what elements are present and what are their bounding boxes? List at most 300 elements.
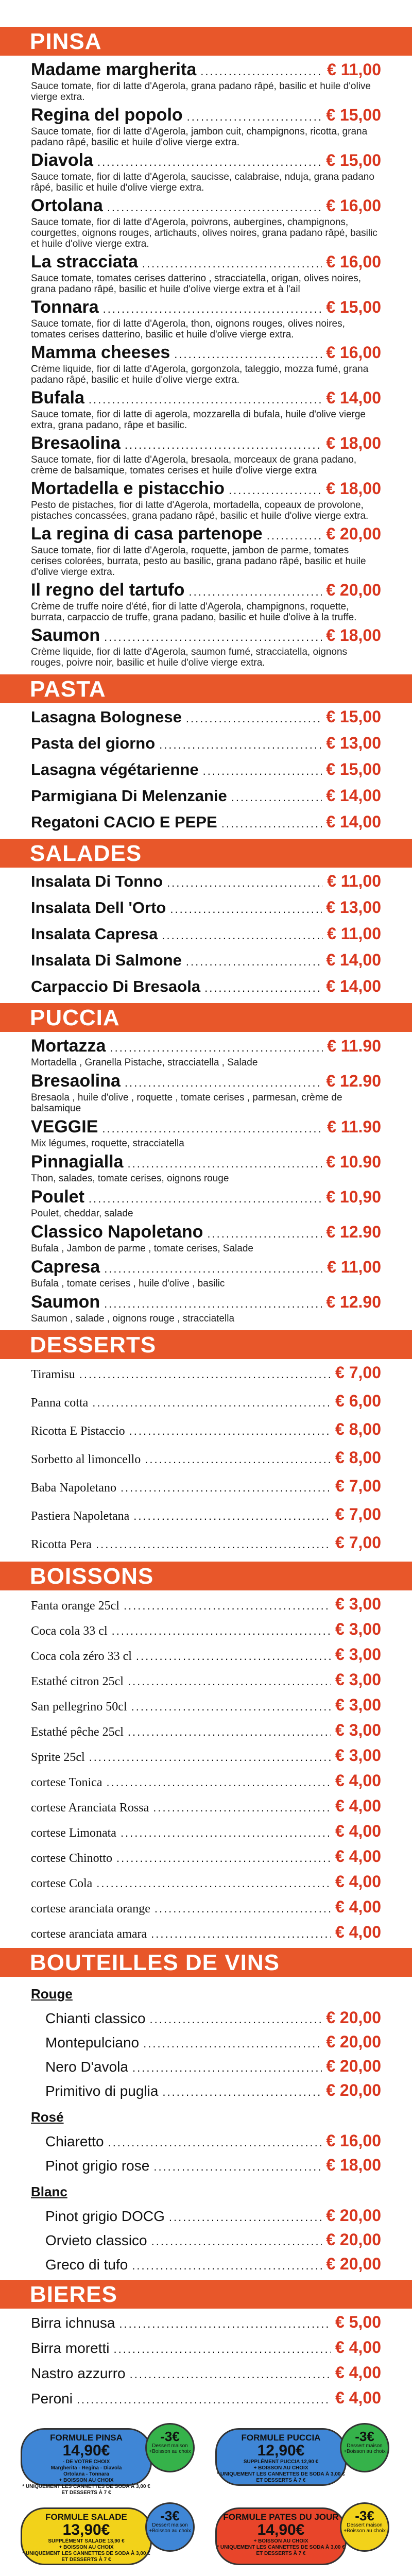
formula-line1: SUPPLÉMENT SALADE 13,90 € xyxy=(48,2538,125,2544)
section-vins: BOUTEILLES DE VINS xyxy=(0,1948,412,1977)
menu-item xyxy=(31,1721,381,1740)
menu-item-line xyxy=(45,2057,381,2076)
dot-leader xyxy=(132,2259,322,2273)
formula-title: FORMULE PATES DU JOUR xyxy=(223,2512,339,2522)
dot-leader xyxy=(125,438,322,452)
menu-item-name: cortese Tonica xyxy=(31,1776,102,1789)
formula-discount-badge xyxy=(340,2502,389,2552)
menu-item-name: Chiaretto xyxy=(45,2133,104,2149)
menu-item-price: € 14,00 xyxy=(326,388,381,407)
dot-leader xyxy=(128,1675,331,1688)
menu-item-line xyxy=(31,872,381,891)
menu-item-price: € 13,00 xyxy=(326,734,381,752)
formula-title: FORMULE PUCCIA xyxy=(241,2433,321,2443)
menu-item-line xyxy=(31,924,381,943)
dot-leader xyxy=(79,1368,331,1381)
menu-item-line xyxy=(31,1645,381,1664)
menu-item-price: € 4,00 xyxy=(335,2363,381,2382)
menu-item xyxy=(31,1292,381,1324)
formula-price: 12,90€ xyxy=(257,2442,305,2459)
menu-item-price: € 14,00 xyxy=(326,812,381,831)
menu-item-description: Sauce tomate, fior di latte d'Agerola, bresaola, morceaux de grana padano, crème de balsamique, tomates cerises et huile d'olive vierge extra xyxy=(31,454,357,476)
menu-item-name: Birra ichnusa xyxy=(31,2315,115,2331)
menu-item-line xyxy=(31,1533,381,1552)
menu-item xyxy=(31,1746,381,1765)
menu-item-price: € 20,00 xyxy=(326,2255,381,2273)
menu-item-price: € 4,00 xyxy=(335,1923,381,1941)
menu-item xyxy=(31,2313,381,2332)
menu-item xyxy=(31,924,381,943)
formula-pill xyxy=(21,2507,152,2565)
dot-leader xyxy=(207,1227,322,1241)
menu-item-description: Poulet, cheddar, salade xyxy=(31,1208,133,1219)
menu-item xyxy=(31,1392,381,1411)
dot-leader xyxy=(97,156,322,169)
dot-leader xyxy=(132,2061,322,2075)
menu-item xyxy=(31,105,381,148)
menu-item-line xyxy=(31,898,381,917)
menu-item-name: Ricotta E Pistaccio xyxy=(31,1425,125,1438)
menu-item-name: Panna cotta xyxy=(31,1396,89,1410)
menu-item-description: Sauce tomate, fior di latte d'Agerola, grana padano râpé, basilic et huile d'olive vierge extra. xyxy=(31,81,371,103)
menu-item-name: Classico Napoletano xyxy=(31,1222,203,1242)
menu-item-price: € 18,00 xyxy=(326,626,381,645)
formula-note: * UNIQUEMENT LES CANNETTES DE SODA À 3,00 € ET DESSERTS À 7 € xyxy=(22,2484,150,2496)
menu-item-line xyxy=(31,1696,381,1715)
dot-leader xyxy=(143,2037,322,2050)
dot-leader xyxy=(129,1425,331,1438)
menu-item-price: € 20,00 xyxy=(326,2008,381,2027)
menu-item-name: Bresaolina xyxy=(31,433,121,453)
dot-leader xyxy=(231,791,322,804)
menu-item-price: € 4,00 xyxy=(335,2388,381,2407)
formula-card xyxy=(215,2502,389,2568)
menu-item-line xyxy=(31,734,381,753)
menu-item-line xyxy=(31,1746,381,1765)
menu-item-line xyxy=(31,524,381,544)
dot-leader xyxy=(119,2317,331,2331)
menu-item xyxy=(31,1595,381,1614)
menu-item-line xyxy=(31,1071,381,1091)
menu-item-name: cortese Limonata xyxy=(31,1826,116,1840)
badge-text: Dessert maison +Boisson au choix xyxy=(149,2522,191,2534)
dot-leader xyxy=(188,585,322,599)
dot-leader xyxy=(89,393,322,406)
menu-item-price: € 20,00 xyxy=(326,2057,381,2075)
menu-item-price: € 4,00 xyxy=(335,1822,381,1840)
menu-item-name: Madame margherita xyxy=(31,60,197,79)
menu-item-line xyxy=(31,1187,381,1207)
menu-item-line xyxy=(31,1477,381,1496)
menu-item-line xyxy=(45,2206,381,2225)
formula-line4: + BOISSON AU CHOIX xyxy=(59,2545,114,2550)
menu-item-price: € 7,00 xyxy=(335,1477,381,1495)
menu-item-line xyxy=(31,1847,381,1866)
menu-item-name: Saumon xyxy=(31,625,100,645)
menu-item xyxy=(31,1505,381,1524)
dot-leader xyxy=(128,1725,331,1739)
menu-item-price: € 20,00 xyxy=(326,2230,381,2249)
menu-item-description: Sauce tomate, fior di latte d'Agerola, saucisse, calabraise, nduja, grana padano râpé, basilic et huile d'olive vierge extra. xyxy=(31,172,374,193)
menu-item xyxy=(31,1771,381,1790)
menu-item xyxy=(31,1152,381,1184)
dot-leader xyxy=(104,631,322,644)
menu-item-price: € 11,00 xyxy=(327,60,381,79)
menu-item-description: Crème liquide, fior di latte d'Agerola, gorgonzola, taleggio, mozza fumé, grana padano râpé, basilic et huile d'olive vierge extra. xyxy=(31,364,369,385)
section-pinsa: PINSA xyxy=(0,27,412,56)
menu-item-price: € 3,00 xyxy=(335,1670,381,1689)
menu-item-price: € 12.90 xyxy=(326,1293,381,1311)
dot-leader xyxy=(186,712,322,725)
formula-card xyxy=(21,2502,195,2568)
menu-item-line xyxy=(31,1595,381,1614)
menu-item xyxy=(31,2388,381,2408)
menu-item-line xyxy=(31,2388,381,2408)
dot-leader xyxy=(221,817,322,831)
menu-item-name: cortese Aranciata Rossa xyxy=(31,1801,149,1815)
menu-item-line xyxy=(45,2230,381,2249)
menu-item-description: Sauce tomate, fior di latte d'Agerola, poivrons, aubergines, champignons, courgettes, oignons rouges, artichauts, olives noires, grana padano râpé, basilic et huile d'olive vierge extra. xyxy=(31,217,377,249)
badge-discount: -3€ xyxy=(160,2429,180,2444)
menu-item xyxy=(45,2230,381,2249)
menu-item-price: € 8,00 xyxy=(335,1448,381,1467)
menu-item xyxy=(31,625,381,668)
menu-item xyxy=(31,2363,381,2382)
menu-item-line xyxy=(31,1670,381,1689)
menu-item-price: € 11,00 xyxy=(327,872,381,890)
menu-item-name: Ricotta Pera xyxy=(31,1538,92,1551)
menu-item xyxy=(31,580,381,623)
dot-leader xyxy=(133,1510,331,1523)
menu-item-description: Sauce tomate, fior di latte d'Agerola, jambon cuit, champignons, ricotta, grana padano râpé, basilic et huile d'olive vierge extra. xyxy=(31,126,368,148)
menu-item-name: VEGGIE xyxy=(31,1117,98,1137)
section-puccia: PUCCIA xyxy=(0,1003,412,1032)
menu-item-price: € 3,00 xyxy=(335,1696,381,1714)
menu-item-line xyxy=(45,2081,381,2100)
menu-item xyxy=(31,1822,381,1841)
menu-item-price: € 14,00 xyxy=(326,977,381,995)
menu-item-name: Estathé citron 25cl xyxy=(31,1675,124,1688)
dot-leader xyxy=(121,1481,331,1495)
menu-item-name: Lasagna Bolognese xyxy=(31,708,182,726)
menu-item-price: € 14,00 xyxy=(326,951,381,969)
badge-text: Dessert maison +Boisson au choix xyxy=(344,2522,386,2534)
menu-item-line xyxy=(31,1117,381,1137)
badge-text: Dessert maison +Boisson au choix xyxy=(344,2443,386,2454)
menu-item-name: Tiramisu xyxy=(31,1368,75,1381)
menu-item xyxy=(31,872,381,891)
menu-item-price: € 11.90 xyxy=(327,1037,381,1055)
formula-pill xyxy=(215,2507,347,2565)
section-pasta: PASTA xyxy=(0,674,412,703)
pasta-list xyxy=(0,707,412,832)
badge-discount: -3€ xyxy=(355,2508,374,2523)
menu-item xyxy=(31,786,381,805)
menu-item-name: Tonnara xyxy=(31,297,99,317)
menu-item xyxy=(45,2032,381,2052)
vins-rose-list xyxy=(31,2131,381,2175)
menu-item-name: Coca cola 33 cl xyxy=(31,1624,108,1638)
vins-list xyxy=(0,1986,412,2274)
menu-item-name: San pellegrino 50cl xyxy=(31,1700,127,1714)
menu-item-name: Orvieto classico xyxy=(45,2232,147,2248)
menu-item-name: Fanta orange 25cl xyxy=(31,1599,119,1613)
menu-item-line xyxy=(31,1257,381,1277)
menu-item-name: Pinot grigio rose xyxy=(45,2158,150,2174)
menu-item-description: Thon, salades, tomate cerises, oignons rouge xyxy=(31,1173,229,1184)
dot-leader xyxy=(104,1297,322,1311)
menu-item-name: La regina di casa partenope xyxy=(31,524,263,544)
menu-item xyxy=(31,524,381,578)
badge-discount: -3€ xyxy=(355,2429,374,2444)
dot-leader xyxy=(267,529,322,543)
boissons-list xyxy=(0,1595,412,1942)
menu-item xyxy=(31,1670,381,1689)
menu-item-name: Insalata Dell 'Orto xyxy=(31,899,166,917)
vins-rose-label: Rosé xyxy=(31,2109,64,2125)
menu-item-description: Pesto de pistaches, fior di latte d'Agerola, mortadella, copeaux de provolone, pistaches concassées, grana padano râpé, basilic et huile d'olive vierge extra. xyxy=(31,500,369,521)
dot-leader xyxy=(104,1262,323,1276)
desserts-list xyxy=(0,1363,412,1552)
menu-item-name: Baba Napoletano xyxy=(31,1481,116,1495)
menu-item-line xyxy=(31,150,381,171)
puccia-list xyxy=(0,1036,412,1324)
menu-item xyxy=(31,1797,381,1816)
formula-price: 14,90€ xyxy=(62,2442,110,2459)
menu-item xyxy=(31,707,381,726)
menu-item-description: Sauce tomate, fior di latte d'Agerola, roquette, jambon de parme, tomates cerises colorées, burrata, pesto au basilic, grana padano râpé, basilic et huile d'olive vierge extra. xyxy=(31,545,366,578)
section-bieres: BIERES xyxy=(0,2280,412,2309)
menu-item-line xyxy=(31,1448,381,1467)
menu-item-name: Saumon xyxy=(31,1292,100,1312)
formula-line1: - DE VOTRE CHOIX xyxy=(62,2459,110,2465)
menu-item-price: € 20,00 xyxy=(326,581,381,599)
vins-blanc-label: Blanc xyxy=(31,2184,67,2199)
menu-item xyxy=(31,1363,381,1382)
menu-item-description: Mortadella , Granella Pistache, stracciatella , Salade xyxy=(31,1057,258,1068)
menu-item-line xyxy=(45,2008,381,2027)
dot-leader xyxy=(153,1801,331,1815)
menu-item-line xyxy=(31,388,381,408)
menu-item-name: Mamma cheeses xyxy=(31,343,170,362)
menu-item-name: Montepulciano xyxy=(45,2035,140,2050)
menu-item-name: La stracciata xyxy=(31,252,138,272)
dot-leader xyxy=(107,201,322,214)
menu-item-price: € 7,00 xyxy=(335,1505,381,1523)
menu-item xyxy=(31,1872,381,1891)
menu-item-line xyxy=(31,1363,381,1382)
menu-item-name: Carpaccio Di Bresaola xyxy=(31,977,201,995)
menu-item-price: € 12.90 xyxy=(326,1072,381,1090)
menu-item-name: Regina del popolo xyxy=(31,105,183,125)
menu-item-price: € 18,00 xyxy=(326,2156,381,2174)
menu-item xyxy=(31,252,381,295)
menu-item-name: Insalata Di Tonno xyxy=(31,872,163,890)
menu-item xyxy=(31,1448,381,1467)
dot-leader xyxy=(186,955,322,969)
menu-item-name: cortese aranciata amara xyxy=(31,1927,147,1941)
menu-item-name: Sorbetto al limoncello xyxy=(31,1453,141,1466)
menu-item-price: € 3,00 xyxy=(335,1721,381,1739)
menu-item-line xyxy=(31,2338,381,2357)
vins-rouge-label: Rouge xyxy=(31,1986,73,2002)
menu-item xyxy=(31,433,381,476)
menu-item-price: € 12.90 xyxy=(326,1223,381,1241)
menu-item-price: € 6,00 xyxy=(335,1392,381,1410)
formula-line4: + BOISSON AU CHOIX xyxy=(59,2478,114,2483)
dot-leader xyxy=(110,1041,323,1055)
menu-item-line xyxy=(45,2255,381,2274)
menu-item-line xyxy=(31,707,381,726)
menu-item-line xyxy=(31,60,381,80)
menu-item-description: Crème liquide, fior di latte d'Agerola, saumon fumé, stracciatella, oignons rouges, poivre noir, basilic et huile d'olive vierge extra. xyxy=(31,647,348,668)
menu-item-price: € 4,00 xyxy=(335,1797,381,1815)
menu-item-price: € 11,00 xyxy=(327,924,381,943)
menu-item-name: Birra moretti xyxy=(31,2340,110,2356)
menu-item-name: Nastro azzurro xyxy=(31,2365,126,2381)
dot-leader xyxy=(145,1453,331,1466)
menu-item-line xyxy=(31,1505,381,1524)
menu-item xyxy=(31,734,381,753)
menu-item xyxy=(31,977,381,996)
menu-item xyxy=(31,297,381,340)
formula-card xyxy=(215,2423,389,2489)
bieres-list xyxy=(0,2313,412,2408)
dot-leader xyxy=(136,1650,331,1663)
menu-item-price: € 4,00 xyxy=(335,2338,381,2357)
menu-item-line xyxy=(45,2131,381,2150)
menu-item-price: € 15,00 xyxy=(326,298,381,316)
menu-item-description: Saumon , salade , oignons rouge , stracciatella xyxy=(31,1313,235,1324)
menu-item-line xyxy=(31,1036,381,1056)
menu-item xyxy=(31,388,381,431)
menu-item xyxy=(31,1696,381,1715)
dot-leader xyxy=(162,929,323,942)
dot-leader xyxy=(151,1927,331,1941)
dot-leader xyxy=(200,65,323,78)
vins-blanc-list xyxy=(31,2206,381,2274)
dot-leader xyxy=(142,257,322,270)
menu-item-name: Insalata Capresa xyxy=(31,925,158,943)
menu-item-line xyxy=(31,760,381,779)
menu-item-line xyxy=(45,2156,381,2175)
formula-line1: SUPPLÉMENT PUCCIA 12,90 € xyxy=(243,2459,319,2465)
menu-item-line xyxy=(31,625,381,646)
menu-item-price: € 3,00 xyxy=(335,1620,381,1638)
menu-item-line xyxy=(31,1797,381,1816)
menu-item-price: € 4,00 xyxy=(335,1847,381,1866)
menu-item-description: Bufala , tomate cerises , huile d'olive , basilic xyxy=(31,1278,225,1289)
formula-title: FORMULE SALADE xyxy=(45,2512,127,2522)
menu-item-price: € 20,00 xyxy=(326,524,381,543)
menu-item-name: Insalata Di Salmone xyxy=(31,951,182,969)
menu-item xyxy=(31,60,381,103)
menu-item-price: € 11.90 xyxy=(327,1117,381,1136)
dot-leader xyxy=(159,738,322,752)
menu-item-price: € 13,00 xyxy=(326,898,381,917)
vins-rouge-list xyxy=(31,2008,381,2100)
formula-discount-badge xyxy=(340,2423,389,2472)
menu-item-line xyxy=(31,2313,381,2332)
menu-item xyxy=(45,2131,381,2150)
formulas-grid xyxy=(0,2414,412,2568)
dot-leader xyxy=(204,981,322,995)
dot-leader xyxy=(150,2013,322,2026)
menu-item-price: € 4,00 xyxy=(335,1771,381,1790)
menu-item-name: Peroni xyxy=(31,2391,73,2406)
dot-leader xyxy=(106,1776,331,1789)
menu-item-price: € 20,00 xyxy=(326,2206,381,2225)
menu-item-name: Coca cola zéro 33 cl xyxy=(31,1650,132,1663)
dot-leader xyxy=(131,1700,331,1714)
menu-item-price: € 16,00 xyxy=(326,196,381,215)
menu-item-price: € 16,00 xyxy=(326,252,381,271)
formula-line4: + BOISSON AU CHOIX xyxy=(253,2538,308,2544)
dot-leader xyxy=(116,1852,331,1865)
menu-item-name: Diavola xyxy=(31,150,93,170)
menu-item-price: € 7,00 xyxy=(335,1363,381,1382)
menu-item xyxy=(31,898,381,917)
dot-leader xyxy=(89,1751,331,1764)
menu-item-line xyxy=(31,1771,381,1790)
formula-note: * UNIQUEMENT LES CANNETTES DE SODA À 3,00 € ET DESSERTS À 7 € xyxy=(217,2545,345,2556)
menu-item-line xyxy=(31,343,381,363)
menu-item-name: Il regno del tartufo xyxy=(31,580,185,600)
menu-item xyxy=(31,343,381,385)
menu-item xyxy=(31,1036,381,1068)
formula-pill xyxy=(215,2428,347,2486)
formula-line3: Ortolana - Tonnara xyxy=(63,2471,109,2477)
menu-item-name: Estathé pêche 25cl xyxy=(31,1725,124,1739)
menu-item-name: cortese Cola xyxy=(31,1877,93,1890)
menu-item-name: Ortolana xyxy=(31,196,103,215)
formula-note: * UNIQUEMENT LES CANNETTES DE SODA À 3,00 € ET DESSERTS À 7 € xyxy=(22,2551,150,2563)
menu-item-name: Primitivo di puglia xyxy=(45,2083,159,2099)
menu-item xyxy=(31,196,381,249)
menu-item-price: € 7,00 xyxy=(335,1533,381,1552)
dot-leader xyxy=(102,1122,323,1136)
formula-card xyxy=(21,2423,195,2496)
menu-item-line xyxy=(31,297,381,317)
badge-discount: -3€ xyxy=(160,2508,180,2523)
menu-item-name: Chianti classico xyxy=(45,2010,146,2026)
menu-item-line xyxy=(31,1721,381,1740)
menu-item-line xyxy=(31,1152,381,1172)
menu-item-name: Regatoni CACIO E PEPE xyxy=(31,813,217,831)
menu-item-price: € 15,00 xyxy=(326,106,381,124)
dot-leader xyxy=(103,302,322,316)
menu-item-line xyxy=(31,196,381,216)
menu-item-name: Lasagna végétarienne xyxy=(31,760,199,778)
dot-leader xyxy=(128,1157,322,1171)
menu-item-price: € 10,90 xyxy=(326,1188,381,1206)
dot-leader xyxy=(112,1624,331,1638)
menu-item-description: Sauce tomate, fior di latte di agerola, mozzarella di bufala, huile d'olive vierge extra, grana padano, râpe et basilic. xyxy=(31,409,366,431)
menu-item xyxy=(31,1847,381,1866)
dot-leader xyxy=(151,2235,322,2248)
formula-price: 14,90€ xyxy=(257,2521,305,2538)
menu-item-name: Pinot grigio DOCG xyxy=(45,2208,165,2224)
formula-line2: Margherita - Regina - Diavola xyxy=(50,2465,122,2471)
menu-item xyxy=(31,1897,381,1917)
menu-item-name: Sprite 25cl xyxy=(31,1751,85,1764)
menu-item-description: Crème de truffe noire d'été, fior di latte d'Agerola, champignons, roquette, burrata, carpaccio de truffe, grana padano, basilic et huile d'olive à la truffe. xyxy=(31,601,357,623)
menu-item-line xyxy=(31,1222,381,1242)
dot-leader xyxy=(167,876,323,890)
menu-item-price: € 5,00 xyxy=(335,2313,381,2331)
menu-item-price: € 3,00 xyxy=(335,1645,381,1664)
menu-item xyxy=(45,2206,381,2225)
